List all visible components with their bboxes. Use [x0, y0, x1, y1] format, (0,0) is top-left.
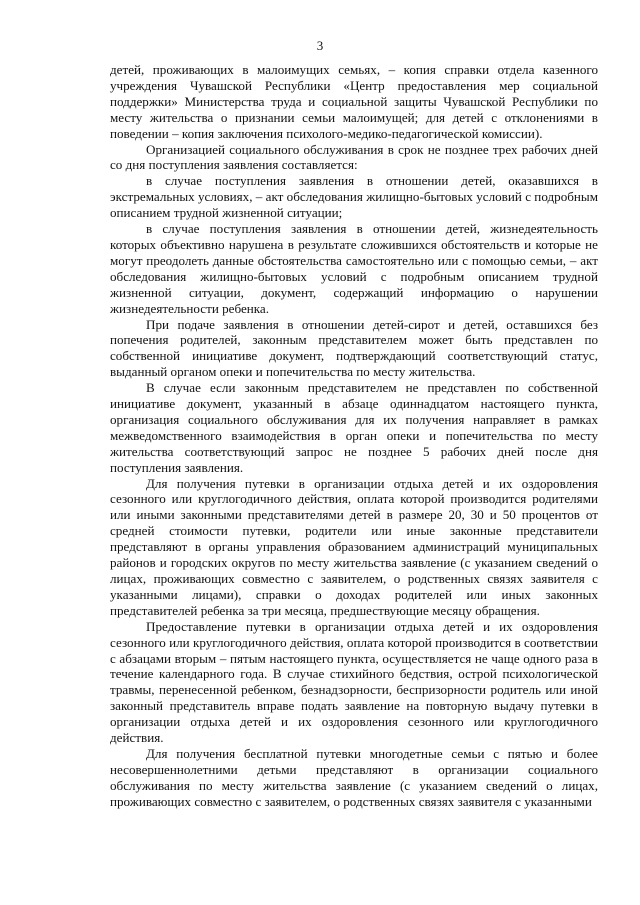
paragraph: Для получения бесплатной путевки многодетные семьи с пятью и более несовершеннолетними детьми представляют в организации социального обслуживания по месту жительства заявление (с указанием сведений о лицах, проживающих совместно с заявителем, о родственных связях заявителя с указанными	[110, 745, 598, 809]
paragraph: Организацией социального обслуживания в срок не позднее трех рабочих дней со дня поступления заявления составляется:	[110, 141, 598, 173]
paragraph: детей, проживающих в малоимущих семьях, – копия справки отдела казенного учреждения Чувашской Республики «Центр предоставления мер социальной поддержки» Министерства труда и социальной защиты Чувашской Республики по месту жительства о признании семьи малоимущей; для детей с отклонениями в поведении – копия заключения психолого-медико-педагогической комиссии).	[110, 62, 598, 141]
paragraph: В случае если законным представителем не представлен по собственной инициативе документ, указанный в абзаце одиннадцатом настоящего пункта, организация социального обслуживания для их получения направляет в рамках межведомственного взаимодействия в орган опеки и попечительства по месту жительства соответствующий запрос не позднее 5 рабочих дней после дня поступления заявления.	[110, 380, 598, 475]
paragraph: Предоставление путевки в организации отдыха детей и их оздоровления сезонного или круглогодичного действия, оплата которой производится в соответствии с абзацами вторым – пятым настоящего пункта, осуществляется не чаще одного раза в течение календарного года. В случае стихийного бедствия, острой психологической травмы, перенесенной ребенком, безнадзорности, беспризорности родитель или иной законный представитель вправе подать заявление на повторную выдачу путевки в организации отдыха детей и их оздоровления сезонного или круглогодичного действия.	[110, 618, 598, 746]
page-number: 3	[316, 38, 324, 53]
document-body	[110, 62, 598, 810]
paragraph: в случае поступления заявления в отношении детей, оказавшихся в экстремальных условиях, – акт обследования жилищно-бытовых условий с подробным описанием трудной жизненной ситуации;	[110, 173, 598, 221]
paragraph: При подаче заявления в отношении детей-сирот и детей, оставшихся без попечения родителей, законным представителем может быть представлен по собственной инициативе документ, подтверждающий соответствующий статус, выданный органом опеки и попечительства по месту жительства.	[110, 316, 598, 380]
paragraph: в случае поступления заявления в отношении детей, жизнедеятельность которых объективно нарушена в результате сложившихся обстоятельств и которые не могут преодолеть данные обстоятельства самостоятельно или с помощью семьи, – акт обследования жилищно-бытовых условий с подробным описанием трудной жизненной ситуации, документ, содержащий информацию о нарушении жизнедеятельности ребенка.	[110, 221, 598, 316]
paragraph: Для получения путевки в организации отдыха детей и их оздоровления сезонного или круглогодичного действия, оплата которой производится родителями или иными законными представителями детей в размере 20, 30 и 50 процентов от средней стоимости путевки, родители или иные законные представители представляют в органы управления образованием администраций муниципальных районов и городских округов по месту жительства заявление (с указанием сведений о лицах, проживающих совместно с заявителем, о родственных связях заявителя с указанными лицами), справки о доходах родителей или иных законных представителей ребенка за три месяца, предшествующие месяцу обращения.	[110, 475, 598, 618]
